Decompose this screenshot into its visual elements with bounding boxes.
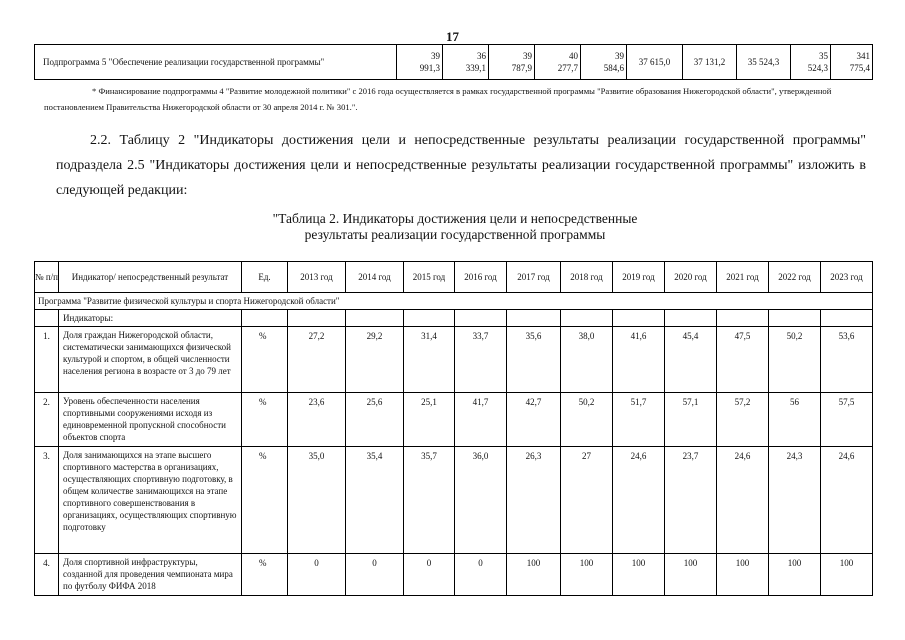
table-title-line-1: "Таблица 2. Индикаторы достижения цели и непосредственные bbox=[272, 211, 638, 226]
indicator-value: 0 bbox=[404, 554, 455, 596]
empty-cell bbox=[665, 310, 717, 327]
indicator-value: 47,5 bbox=[717, 327, 769, 393]
empty-cell bbox=[717, 310, 769, 327]
header-year: 2014 год bbox=[346, 262, 404, 293]
empty-cell bbox=[242, 310, 288, 327]
financing-cell bbox=[791, 45, 831, 80]
indicator-value: 100 bbox=[561, 554, 613, 596]
empty-cell bbox=[455, 310, 507, 327]
indicator-value: 38,0 bbox=[561, 327, 613, 393]
table-title-line-2: результаты реализации государственной программы bbox=[304, 227, 606, 242]
indicator-row bbox=[35, 447, 873, 554]
indicator-value: 42,7 bbox=[507, 393, 561, 447]
empty-cell bbox=[288, 310, 346, 327]
indicator-unit: % bbox=[242, 447, 288, 554]
indicator-name: Уровень обеспеченности населения спортивными сооружениями исходя из единовременной пропускной способности объектов спорта bbox=[59, 393, 242, 447]
financing-value-part: 39 bbox=[431, 51, 440, 61]
program-row bbox=[35, 293, 873, 310]
indicator-value: 0 bbox=[455, 554, 507, 596]
financing-cell: 35 524,3 bbox=[737, 45, 791, 80]
footnote: * Финансирование подпрограммы 4 "Развитие молодежной политики" с 2016 года осуществляется в рамках государственной программы "Развитие образования Нижегородской области", утвержденной постановлением Правительства Нижегородской области от 30 апреля 2014 г. № 301.". bbox=[44, 86, 832, 112]
financing-value-part: 40 bbox=[569, 51, 578, 61]
financing-value-part: 991,3 bbox=[419, 63, 440, 73]
indicator-value: 25,6 bbox=[346, 393, 404, 447]
indicator-value: 35,7 bbox=[404, 447, 455, 554]
header-year: 2017 год bbox=[507, 262, 561, 293]
indicator-value: 24,3 bbox=[769, 447, 821, 554]
indicator-value: 45,4 bbox=[665, 327, 717, 393]
indicator-value: 27 bbox=[561, 447, 613, 554]
indicator-row bbox=[35, 393, 873, 447]
indicators-label-row bbox=[35, 310, 873, 327]
financing-value-part: 339,1 bbox=[465, 63, 486, 73]
financing-value-part: 787,9 bbox=[511, 63, 532, 73]
indicator-unit: % bbox=[242, 327, 288, 393]
indicator-value: 35,6 bbox=[507, 327, 561, 393]
indicator-value: 50,2 bbox=[769, 327, 821, 393]
indicator-value: 24,6 bbox=[717, 447, 769, 554]
financing-value-part: 524,3 bbox=[807, 63, 828, 73]
financing-cell bbox=[535, 45, 581, 80]
empty-cell bbox=[404, 310, 455, 327]
financing-value-part: 39 bbox=[615, 51, 624, 61]
indicator-value: 23,6 bbox=[288, 393, 346, 447]
financing-cell bbox=[581, 45, 627, 80]
financing-cell bbox=[831, 45, 873, 80]
financing-value-part: 39 bbox=[523, 51, 532, 61]
indicator-value: 24,6 bbox=[821, 447, 873, 554]
indicator-value: 53,6 bbox=[821, 327, 873, 393]
financing-value-part: 341 bbox=[856, 51, 870, 61]
indicator-value: 57,5 bbox=[821, 393, 873, 447]
indicator-value: 57,1 bbox=[665, 393, 717, 447]
financing-value-part: 775,4 bbox=[849, 63, 870, 73]
header-year: 2016 год bbox=[455, 262, 507, 293]
header-year: 2015 год bbox=[404, 262, 455, 293]
indicators-table bbox=[34, 261, 873, 596]
empty-cell bbox=[346, 310, 404, 327]
indicator-value: 100 bbox=[613, 554, 665, 596]
indicator-value: 0 bbox=[346, 554, 404, 596]
indicator-number: 3. bbox=[35, 447, 59, 554]
indicator-value: 57,2 bbox=[717, 393, 769, 447]
indicators-label: Индикаторы: bbox=[59, 310, 242, 327]
header-year: 2020 год bbox=[665, 262, 717, 293]
indicator-value: 31,4 bbox=[404, 327, 455, 393]
indicator-number: 1. bbox=[35, 327, 59, 393]
header-unit: Ед. bbox=[242, 262, 288, 293]
page-number: 17 bbox=[446, 29, 459, 44]
indicator-value: 100 bbox=[665, 554, 717, 596]
financing-table bbox=[34, 44, 873, 80]
header-year: 2023 год bbox=[821, 262, 873, 293]
program-name: Программа "Развитие физической культуры и спорта Нижегородской области" bbox=[35, 293, 873, 310]
header-num: № п/п bbox=[35, 262, 59, 293]
header-year: 2018 год bbox=[561, 262, 613, 293]
financing-cell: 37 131,2 bbox=[683, 45, 737, 80]
empty-cell bbox=[821, 310, 873, 327]
indicator-unit: % bbox=[242, 554, 288, 596]
header-indicator: Индикатор/ непосредственный результат bbox=[59, 262, 242, 293]
indicator-value: 100 bbox=[717, 554, 769, 596]
indicator-row bbox=[35, 554, 873, 596]
header-year: 2021 год bbox=[717, 262, 769, 293]
empty-cell bbox=[507, 310, 561, 327]
indicator-value: 35,0 bbox=[288, 447, 346, 554]
indicator-row bbox=[35, 327, 873, 393]
indicator-value: 24,6 bbox=[613, 447, 665, 554]
indicator-value: 51,7 bbox=[613, 393, 665, 447]
indicator-name: Доля занимающихся на этапе высшего спортивного мастерства в организациях, осуществляющих спортивную подготовку, в общем количестве занимающихся на этапе спортивного совершенствования в организациях, осуществляющих спортивную подготовку bbox=[59, 447, 242, 554]
financing-value-part: 35 bbox=[819, 51, 828, 61]
subprogram-label: Подпрограмма 5 "Обеспечение реализации государственной программы" bbox=[35, 45, 397, 80]
indicator-number: 4. bbox=[35, 554, 59, 596]
financing-row bbox=[35, 45, 873, 80]
empty-cell bbox=[769, 310, 821, 327]
indicator-value: 100 bbox=[821, 554, 873, 596]
indicator-value: 35,4 bbox=[346, 447, 404, 554]
indicator-unit: % bbox=[242, 393, 288, 447]
empty-cell bbox=[35, 310, 59, 327]
financing-cell bbox=[443, 45, 489, 80]
indicator-value: 23,7 bbox=[665, 447, 717, 554]
financing-cell bbox=[397, 45, 443, 80]
amendment-paragraph: 2.2. Таблицу 2 "Индикаторы достижения цели и непосредственные результаты реализации государственной программы" подраздела 2.5 "Индикаторы достижения цели и непосредственные результаты реализации государственной программы" изложить в следующей редакции: bbox=[56, 133, 866, 198]
indicator-number: 2. bbox=[35, 393, 59, 447]
financing-cell: 37 615,0 bbox=[627, 45, 683, 80]
financing-value-part: 36 bbox=[477, 51, 486, 61]
empty-cell bbox=[561, 310, 613, 327]
indicator-value: 41,7 bbox=[455, 393, 507, 447]
indicator-value: 100 bbox=[507, 554, 561, 596]
indicator-value: 50,2 bbox=[561, 393, 613, 447]
indicator-value: 27,2 bbox=[288, 327, 346, 393]
indicator-value: 25,1 bbox=[404, 393, 455, 447]
indicator-value: 0 bbox=[288, 554, 346, 596]
financing-value-part: 277,7 bbox=[557, 63, 578, 73]
financing-cell bbox=[489, 45, 535, 80]
indicator-value: 29,2 bbox=[346, 327, 404, 393]
indicator-name: Доля спортивной инфраструктуры, созданной для проведения чемпионата мира по футболу ФИФА 2018 bbox=[59, 554, 242, 596]
header-year: 2013 год bbox=[288, 262, 346, 293]
header-year: 2019 год bbox=[613, 262, 665, 293]
indicator-value: 100 bbox=[769, 554, 821, 596]
financing-value-part: 584,6 bbox=[603, 63, 624, 73]
indicator-value: 56 bbox=[769, 393, 821, 447]
table-title bbox=[200, 211, 710, 243]
indicator-value: 33,7 bbox=[455, 327, 507, 393]
header-year: 2022 год bbox=[769, 262, 821, 293]
indicator-value: 26,3 bbox=[507, 447, 561, 554]
indicator-name: Доля граждан Нижегородской области, систематически занимающихся физической культурой и спортом, в общей численности населения региона в возрасте от 3 до 79 лет bbox=[59, 327, 242, 393]
indicator-value: 36,0 bbox=[455, 447, 507, 554]
empty-cell bbox=[613, 310, 665, 327]
header-row bbox=[35, 262, 873, 293]
indicator-value: 41,6 bbox=[613, 327, 665, 393]
